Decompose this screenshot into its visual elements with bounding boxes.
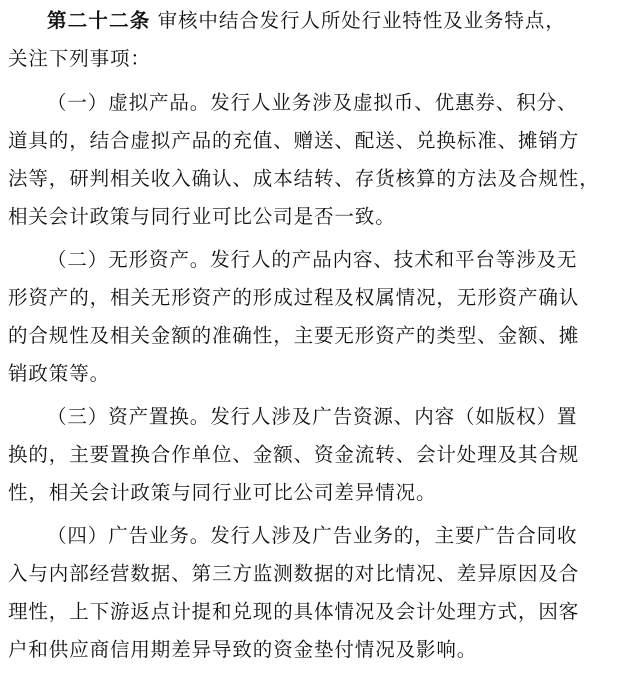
item-2-line-1: （二）无形资产。发行人的产品内容、技术和平台等涉及无 [47, 248, 578, 271]
item-1-line-4: 相关会计政策与同行业可比公司是否一致。 [8, 205, 396, 228]
item-4-line-4: 户和供应商信用期差异导致的资金垫付情况及影响。 [8, 638, 478, 661]
item-2-line-2: 形资产的，相关无形资产的形成过程及权属情况，无形资产确认 [8, 286, 580, 309]
item-4-line-2: 入与内部经营数据、第三方监测数据的对比情况、差异原因及合 [8, 562, 580, 585]
article-intro-text: 审核中结合发行人所处行业特性及业务特点， [157, 9, 566, 32]
article-number: 第二十二条 [47, 9, 151, 32]
item-1-line-3: 法等，研判相关收入确认、成本结转、存货核算的方法及合规性， [8, 167, 600, 190]
item-4-line-1: （四）广告业务。发行人涉及广告业务的，主要广告合同收 [47, 524, 578, 547]
item-2-line-3: 的合规性及相关金额的准确性，主要无形资产的类型、金额、摊 [8, 324, 580, 347]
item-3-line-3: 性，相关会计政策与同行业可比公司差异情况。 [8, 481, 437, 504]
item-4-line-3: 理性，上下游返点计提和兑现的具体情况及会计处理方式，因客 [8, 600, 580, 623]
article-intro-line: 关注下列事项： [8, 47, 151, 70]
item-3-line-1: （三）资产置换。发行人涉及广告资源、内容（如版权）置 [47, 405, 578, 428]
article-heading-line [47, 4, 566, 38]
item-3-line-2: 换的，主要置换合作单位、金额、资金流转、会计处理及其合规 [8, 443, 580, 466]
item-1-line-2: 道具的，结合虚拟产品的充值、赠送、配送、兑换标准、摊销方 [8, 129, 580, 152]
item-2-line-4: 销政策等。 [8, 362, 111, 385]
item-1-line-1: （一）虚拟产品。发行人业务涉及虚拟币、优惠券、积分、 [47, 91, 578, 114]
